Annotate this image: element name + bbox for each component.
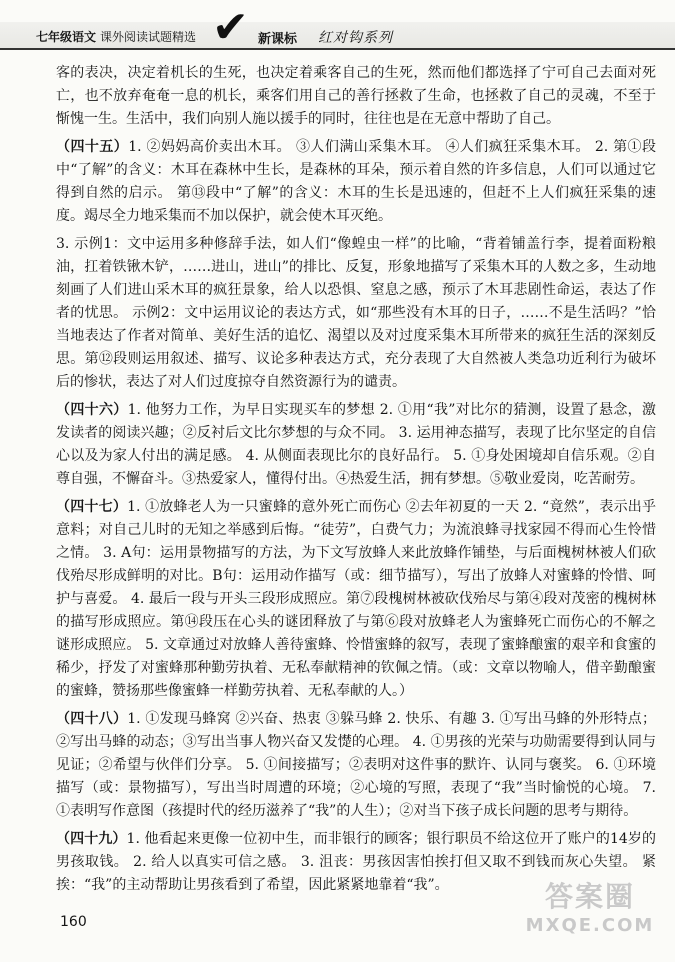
answer-section-48	[56, 708, 656, 823]
paragraph-text: 1. ②妈妈高价卖出木耳。 ③人们满山采集木耳。 ④人们疯狂采集木耳。 2. 第①段中“了解”的含义：木耳在森林中生长，是森林的耳朵，预示着自然的许多信息，人们可以通过它得到自然的启示。 第⑬段中“了解”的含义：木耳的生长是迅速的，但赶不上人们疯狂采集的速度。竭尽全力地采集而不加以保护，就会使木耳灭绝。	[56, 139, 656, 224]
paragraph-text: 1. ①放蜂老人为一只蜜蜂的意外死亡而伤心 ②去年初夏的一天 2. “竟然”，表示出乎意料；对自己儿时的无知之举感到后悔。“徒劳”，白费气力；为流浪蜂寻找家园不得而心生怜惜之情。 3. A句：运用景物描写的方法，为下文写放蜂人来此放蜂作铺垫，与后面槐树林被人们砍伐殆尽形成鲜明的对比。B句：运用动作描写（或：细节描写），写出了放蜂人对蜜蜂的怜惜、呵护与喜爱。 4. 最后一段与开头三段形成照应。第⑦段槐树林被砍伐殆尽与第④段对茂密的槐树林的描写形成照应。第⑭段压在心头的谜团释放了与第⑥段对放蜂老人为蜜蜂死亡而伤心的不解之谜形成照应。 5. 文章通过对放蜂人善待蜜蜂、怜惜蜜蜂的叙写，表现了蜜蜂酿蜜的艰辛和食蜜的稀少，抒发了对蜜蜂那种勤劳执着、无私奉献精神的钦佩之情。（或：文章以物喻人，借辛勤酿蜜的蜜蜂，赞扬那些像蜜蜂一样勤劳执着、无私奉献的人。）	[56, 499, 657, 699]
answer-section-45	[56, 136, 656, 228]
series-label: 新课标	[258, 32, 298, 47]
book-title	[36, 28, 196, 45]
section-number: （四十八）	[56, 711, 128, 727]
series-name: 红对钩系列	[318, 30, 393, 46]
section-number: （四十六）	[56, 402, 128, 418]
paragraph-text: 1. ①发现马蜂窝 ②兴奋、热衷 ③躲马蜂 2. 快乐、有趣 3. ①写出马蜂的外形特点；②写出马蜂的动态；③写出当事人物兴奋又发憷的心理。 4. ①男孩的光荣与功勋需要得到认同与见证；②希望与伙伴们分享。 5. ①间接描写；②表明对这件事的默许、认同与褒奖。 6. ①环境描写（或：景物描写），写出当时周遭的环境；②心境的写照，表现了“我”当时愉悦的心境。 7. ①表明写作意图（孩提时代的经历滋养了“我”的人生）；②对当下孩子成长问题的思考与期待。	[56, 711, 657, 819]
answer-section-46	[56, 399, 656, 491]
section-number: （四十七）	[56, 499, 128, 515]
book-subtitle: 课外阅读试题精选	[100, 30, 197, 44]
checkmark-icon: ✔	[212, 2, 249, 53]
answer-section-47	[56, 496, 656, 703]
watermark-site: MXQE.COM	[525, 915, 655, 936]
paragraph-text: 1. 他看起来更像一位初中生，而非银行的顾客；银行职员不给这位开了账户的14岁的男孩取钱。 2. 给人以真实可信之感。 3. 沮丧：男孩因害怕挨打但又取不到钱而灰心失望。 紧挨：“我”的主动帮助让男孩看到了希望，因此紧紧地靠着“我”。	[56, 831, 657, 893]
paragraph-text: 1. 他努力工作，为早日实现买车的梦想 2. ①用“我”对比尔的猜测，设置了悬念，激发读者的阅读兴趣；②反衬后文比尔梦想的与众不同。 3. 运用神态描写，表现了比尔坚定的自信心以及为家人付出的满足感。 4. 从侧面表现比尔的良好品行。 5. ①身处困境却自信乐观。②自尊自强，不懈奋斗。③热爱家人，懂得付出。④热爱生活，拥有梦想。⑤敬业爱岗，吃苦耐劳。	[56, 402, 656, 487]
page-number: 160	[60, 914, 87, 930]
page-header	[0, 0, 675, 53]
answer-section-45-q3	[56, 233, 656, 394]
paragraph-continuation	[56, 62, 656, 131]
paragraph-text: 客的表决，决定着机长的生死，也决定着乘客自己的生死，然而他们都选择了宁可自己去面对死亡，也不放弃奄奄一息的机长，乘客们用自己的善行拯救了生命，也拯救了自己的灵魂，不至于惭愧一生。生活中，我们向别人施以援手的同时，往往也是在无意中帮助了自己。	[56, 65, 656, 127]
paragraph-text: 3. 示例1：文中运用多种修辞手法，如人们“像蝗虫一样”的比喻，“背着铺盖行李，提着面粉粮油，扛着铁锹木铲，……进山，进山”的排比、反复，形象地描写了采集木耳的人数之多，生动地刻画了人们进山采木耳的疯狂景象，给人以恐惧、窒息之感，预示了木耳悲剧性命运，表达了作者的忧思。 示例2：文中运用议论的表达方式，如“那些没有木耳的日子，……不是生活吗？”恰当地表达了作者对简单、美好生活的追忆、渴望以及对过度采集木耳所带来的疯狂生活的深刻反思。第⑫段则运用叙述、描写、议论多种表达方式，充分表现了大自然被人类急功近利行为破坏后的惨状，表达了对人们过度掠夺自然资源行为的谴责。	[56, 236, 656, 390]
section-number: （四十五）	[56, 139, 129, 155]
watermark	[510, 875, 670, 955]
answer-text	[56, 62, 656, 902]
section-number: （四十九）	[56, 831, 127, 847]
book-grade-title: 七年级语文	[36, 30, 97, 44]
watermark-logo: 答案圈	[544, 880, 635, 913]
